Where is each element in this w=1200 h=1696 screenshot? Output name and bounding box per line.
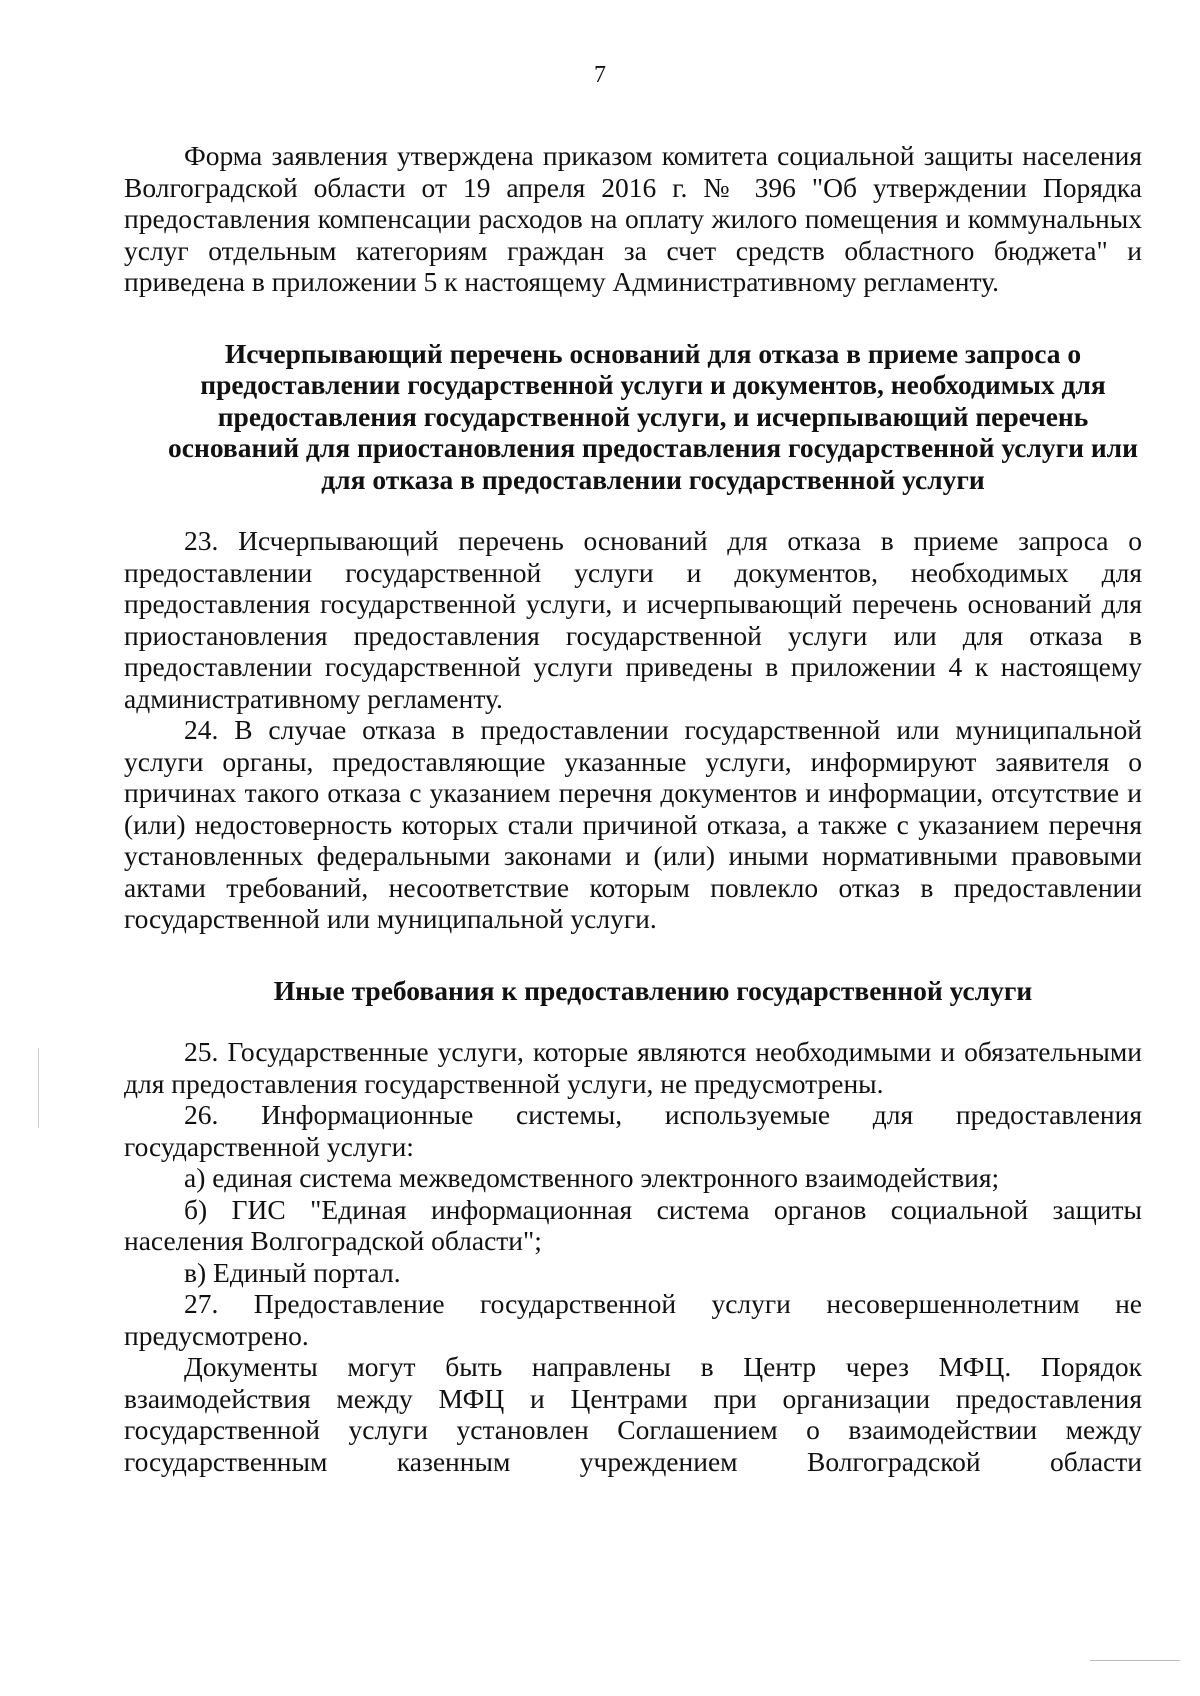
document-body xyxy=(124,140,1142,1477)
paragraph-item-27: 27. Предоставление государственной услуги несовершеннолетним не предусмотрено. xyxy=(124,1288,1142,1351)
scan-artifact-line xyxy=(38,1048,39,1128)
paragraph-item-26: 26. Информационные системы, используемые для предоставления государственной услуги: xyxy=(124,1099,1142,1162)
intro-paragraph: Форма заявления утверждена приказом комитета социальной защиты населения Волгоградской области от 19 апреля 2016 г. № 396 "Об утверждении Порядка предоставления компенсации расходов на оплату жилого помещения и коммунальных услуг отдельным категориям граждан за счет средств областного бюджета" и приведена в приложении 5 к настоящему Административному регламенту. xyxy=(124,140,1142,297)
paragraph-item-23: 23. Исчерпывающий перечень оснований для отказа в приеме запроса о предоставлении государственной услуги и документов, необходимых для предоставления государственной услуги, и исчерпывающий перечень оснований для приостановления предоставления государственной услуги или для отказа в предоставлении государственной услуги приведены в приложении 4 к настоящему административному регламенту. xyxy=(124,525,1142,714)
paragraph-item-25: 25. Государственные услуги, которые являются необходимыми и обязательными для предоставления государственной услуги, не предусмотрены. xyxy=(124,1036,1142,1099)
section-heading-other-requirements: Иные требования к предоставлению государственной услуги xyxy=(273,974,1033,1006)
scan-artifact-dash xyxy=(1090,1660,1180,1661)
paragraph-item-26a: а) единая система межведомственного электронного взаимодействия; xyxy=(184,1162,1000,1193)
paragraph-documents: Документы могут быть направлены в Центр через МФЦ. Порядок взаимодействия между МФЦ и Центрами при организации предоставления государственной услуги установлен Соглашением о взаимодействии между государственным казенным учреждением Волгоградской области xyxy=(124,1351,1142,1477)
section-heading-refusal-grounds: Исчерпывающий перечень оснований для отказа в приеме запроса о предоставлении государственной услуги и документов, необходимых для предоставления государственной услуги, и исчерпывающий перечень оснований для приостановления предоставления государственной услуги или для отказа в предоставлении государственной услуги xyxy=(168,337,1138,495)
paragraph-item-26c: в) Единый портал. xyxy=(184,1256,401,1288)
paragraph-item-24: 24. В случае отказа в предоставлении государственной или муниципальной услуги органы, предоставляющие указанные услуги, информируют заявителя о причинах такого отказа с указанием перечня документов и информации, отсутствие и (или) недостоверность которых стали причиной отказа, а также с указанием перечня установленных федеральными законами и (или) иными нормативными правовыми актами требований, несоответствие которым повлекло отказ в предоставлении государственной или муниципальной услуги. xyxy=(124,714,1142,934)
paragraph-item-26b: б) ГИС "Единая информационная система органов социальной защиты населения Волгоградской области"; xyxy=(124,1193,1142,1256)
page-number: 7 xyxy=(594,62,606,88)
